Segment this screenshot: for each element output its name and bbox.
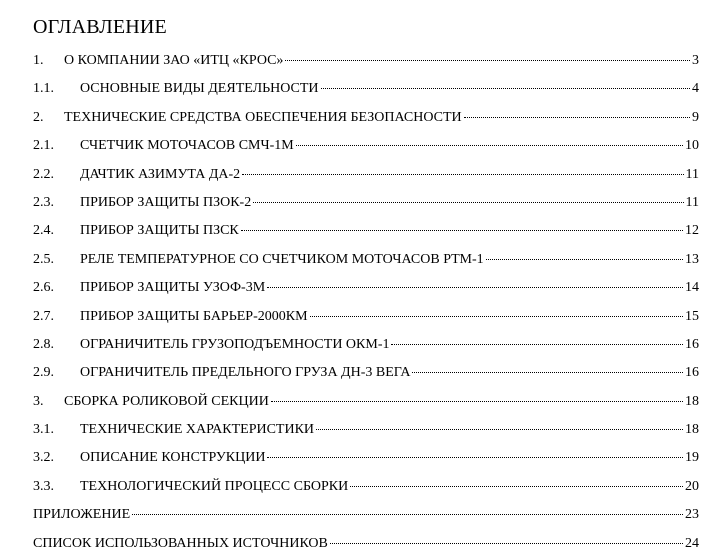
- toc-entry-text: ПРИЛОЖЕНИЕ: [33, 507, 131, 523]
- toc-entry-page: 3: [692, 53, 699, 68]
- dot-leader: [267, 456, 683, 458]
- toc-entry-number: 3.: [33, 393, 44, 409]
- dot-leader: [464, 116, 690, 118]
- toc-title: ОГЛАВЛЕНИЕ: [33, 16, 167, 38]
- dot-leader: [271, 400, 683, 402]
- toc-entry[interactable]: [33, 530, 699, 558]
- toc-entry-text: ПРИБОР ЗАЩИТЫ ПЗСК: [80, 223, 239, 239]
- toc-entry-number: 2.1.: [33, 138, 54, 154]
- toc-entry-page: 9: [692, 109, 699, 125]
- toc-entry[interactable]: [33, 416, 699, 444]
- toc-entry-page: 12: [685, 223, 699, 239]
- toc-entry-text: ПРИБОР ЗАЩИТЫ ПЗОК-2: [80, 194, 252, 210]
- toc-entry-number: 2.6.: [33, 280, 54, 296]
- dot-leader: [285, 59, 690, 61]
- toc-entry-number: 2.9.: [33, 365, 54, 381]
- toc-entry-number: 2.2.: [33, 166, 54, 182]
- toc-entry-text: ОГРАНИЧИТЕЛЬ ГРУЗОПОДЪЕМНОСТИ ОКМ-1: [80, 336, 390, 352]
- toc-entry[interactable]: [33, 75, 699, 103]
- toc-entry-text: ОПИСАНИЕ КОНСТРУКЦИИ: [80, 450, 266, 466]
- toc-entry-text: ТЕХНИЧЕСКИЕ СРЕДСТВА ОБЕСПЕЧЕНИЯ БЕЗОПАСНОСТИ: [64, 109, 462, 125]
- toc-entry-page: 14: [685, 280, 699, 296]
- toc-list: [33, 47, 699, 558]
- toc-entry-number: 3.2.: [33, 450, 54, 466]
- toc-entry[interactable]: [33, 388, 699, 416]
- dot-leader: [132, 513, 683, 515]
- toc-entry-page: 11: [685, 194, 699, 210]
- toc-entry-page: 19: [685, 450, 699, 466]
- toc-entry[interactable]: [33, 246, 699, 274]
- toc-entry-text: ТЕХНИЧЕСКИЕ ХАРАКТЕРИСТИКИ: [80, 422, 315, 438]
- toc-entry[interactable]: [33, 132, 699, 160]
- toc-entry[interactable]: [33, 104, 699, 132]
- toc-entry-page: 15: [685, 308, 699, 324]
- toc-entry-number: 1.1.: [33, 81, 54, 97]
- toc-entry[interactable]: [33, 161, 699, 189]
- toc-entry-page: 18: [685, 393, 699, 409]
- toc-entry[interactable]: [33, 444, 699, 472]
- toc-entry[interactable]: [33, 303, 699, 331]
- toc-entry-text: СЧЕТЧИК МОТОЧАСОВ СМЧ-1М: [80, 138, 294, 154]
- toc-entry-page: 23: [685, 507, 699, 523]
- dot-leader: [486, 258, 683, 260]
- toc-entry-page: 16: [685, 365, 699, 381]
- toc-entry-page: 11: [685, 166, 699, 182]
- toc-entry-number: 1.: [33, 53, 44, 68]
- toc-entry[interactable]: [33, 331, 699, 359]
- toc-entry-text: ПРИБОР ЗАЩИТЫ БАРЬЕР-2000КМ: [80, 308, 308, 324]
- toc-entry[interactable]: [33, 217, 699, 245]
- toc-entry-page: 18: [685, 422, 699, 438]
- toc-entry[interactable]: [33, 501, 699, 529]
- toc-entry-number: 2.5.: [33, 251, 54, 267]
- dot-leader: [310, 315, 683, 317]
- dot-leader: [253, 201, 683, 203]
- toc-entry-text: СПИСОК ИСПОЛЬЗОВАННЫХ ИСТОЧНИКОВ: [33, 535, 328, 551]
- toc-entry-number: 2.3.: [33, 194, 54, 210]
- toc-entry[interactable]: [33, 274, 699, 302]
- toc-entry-number: 3.1.: [33, 422, 54, 438]
- toc-entry[interactable]: [33, 359, 699, 387]
- toc-entry-text: ДАЧТИК АЗИМУТА ДА-2: [80, 166, 241, 182]
- toc-entry-text: СБОРКА РОЛИКОВОЙ СЕКЦИИ: [64, 393, 269, 409]
- toc-entry-text: ТЕХНОЛОГИЧЕСКИЙ ПРОЦЕСС СБОРКИ: [80, 478, 349, 494]
- toc-entry-text: ОСНОВНЫЕ ВИДЫ ДЕЯТЕЛЬНОСТИ: [80, 81, 319, 97]
- dot-leader: [267, 286, 683, 288]
- toc-entry-number: 3.3.: [33, 478, 54, 494]
- toc-entry-page: 10: [685, 138, 699, 154]
- toc-entry-page: 4: [692, 81, 699, 97]
- toc-entry-text: О КОМПАНИИ ЗАО «ИТЦ «КРОС»: [64, 53, 284, 68]
- toc-entry-text: РЕЛЕ ТЕМПЕРАТУРНОЕ СО СЧЕТЧИКОМ МОТОЧАСОВ РТМ-1: [80, 251, 484, 267]
- dot-leader: [391, 343, 683, 345]
- dot-leader: [316, 428, 683, 430]
- toc-entry-text: ОГРАНИЧИТЕЛЬ ПРЕДЕЛЬНОГО ГРУЗА ДН-3 ВЕГА: [80, 365, 411, 381]
- dot-leader: [241, 229, 683, 231]
- toc-entry[interactable]: [33, 47, 699, 75]
- dot-leader: [330, 542, 683, 544]
- dot-leader: [296, 144, 683, 146]
- dot-leader: [412, 371, 683, 373]
- toc-entry-number: 2.: [33, 109, 44, 125]
- toc-entry-number: 2.4.: [33, 223, 54, 239]
- toc-entry-page: 13: [685, 251, 699, 267]
- toc-entry-number: 2.7.: [33, 308, 54, 324]
- toc-entry[interactable]: [33, 189, 699, 217]
- toc-entry-page: 20: [685, 478, 699, 494]
- toc-entry-text: ПРИБОР ЗАЩИТЫ УЗОФ-3М: [80, 280, 266, 296]
- toc-entry-number: 2.8.: [33, 336, 54, 352]
- dot-leader: [242, 173, 683, 175]
- toc-entry-page: 24: [685, 535, 699, 551]
- dot-leader: [350, 485, 683, 487]
- toc-entry-page: 16: [685, 336, 699, 352]
- dot-leader: [321, 87, 690, 89]
- toc-entry[interactable]: [33, 473, 699, 501]
